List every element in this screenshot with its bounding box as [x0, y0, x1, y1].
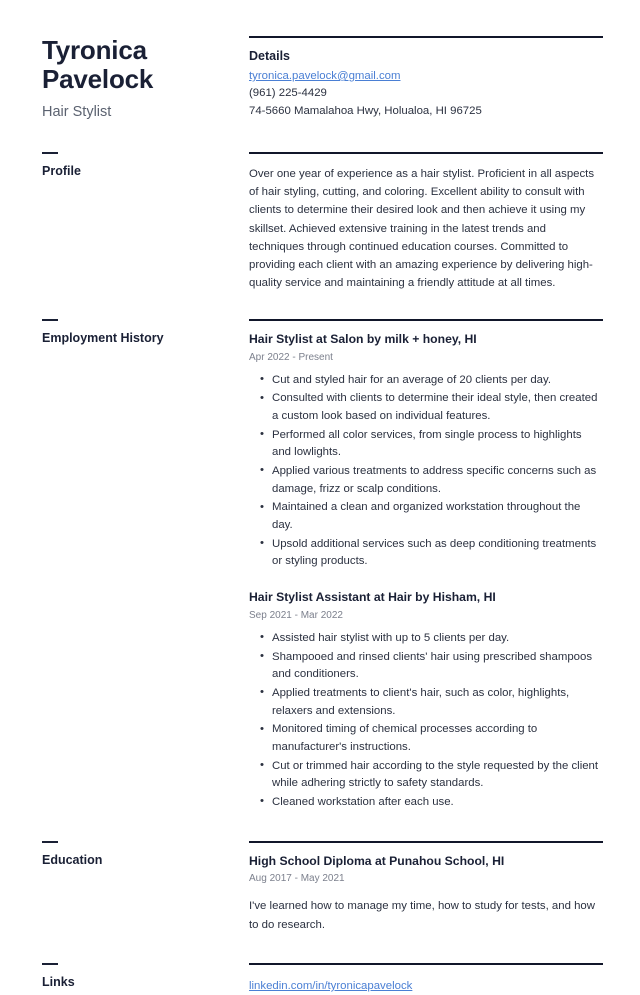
email-link[interactable]: tyronica.pavelock@gmail.com: [249, 70, 401, 82]
header-row: [42, 36, 603, 120]
entry-description: I've learned how to manage my time, how to study for tests, and how to do research.: [249, 900, 595, 931]
links-list: [249, 976, 603, 995]
dash-icon: [42, 963, 58, 965]
candidate-last-name: Pavelock: [42, 64, 154, 95]
employment-entry: [249, 590, 603, 812]
entry-title: Hair Stylist at Salon by milk + honey, HI: [249, 331, 477, 346]
list-item: • Upsold additional services such as deep conditioning treatments or styling products.: [272, 536, 603, 571]
candidate-name: [42, 36, 235, 95]
candidate-first-name: Tyronica: [42, 35, 147, 65]
entry-date: Aug 2017 - May 2021: [249, 873, 345, 885]
list-item: • Cut and styled hair for an average of 20 clients per day.: [272, 372, 603, 390]
section-rule-education: [249, 841, 603, 843]
employment-entry: [249, 332, 603, 571]
dash-icon: [42, 319, 58, 321]
dash-icon: [42, 152, 58, 154]
list-item: • Applied treatments to client's hair, such as color, highlights, relaxers and extensions.: [272, 685, 603, 720]
profile-row: [42, 152, 603, 293]
list-item: • Consulted with clients to determine their ideal style, then created a custom look based on individual features.: [272, 390, 603, 425]
links-section: [249, 963, 603, 995]
section-rule-employment: [249, 319, 603, 321]
profile-text: Over one year of experience as a hair stylist. Proficient in all aspects of hair styling, cutting, and coloring. Excellent ability to consult with clients to determine their desired look and then achieve it using my skillset. Achieved extensive training in the latest trends and techniques through continued education courses. Committed to providing each client with an amazing experience by delivering high-quality service and maintaining a friendly attitude at all times.: [249, 167, 595, 290]
education-section: [249, 841, 603, 934]
list-item: • Assisted hair stylist with up to 5 clients per day.: [272, 630, 603, 648]
details-section: [249, 36, 603, 120]
entry-bullets: [249, 630, 603, 812]
linkedin-link[interactable]: linkedin.com/in/tyronicapavelock: [249, 979, 413, 992]
section-rule-details: [249, 36, 603, 38]
address-text: 74-5660 Mamalahoa Hwy, Holualoa, HI 96725: [249, 104, 482, 117]
sidebar-item-label: Links: [42, 974, 75, 989]
entry-title: High School Diploma at Punahou School, HI: [249, 853, 505, 868]
employment-section: [249, 319, 603, 813]
sidebar-label-employment: [42, 319, 249, 346]
list-item: • Monitored timing of chemical processes according to manufacturer's instructions.: [272, 721, 603, 756]
employment-row: [42, 319, 603, 813]
sidebar-label-education: [42, 841, 249, 868]
entry-bullets: [249, 372, 603, 571]
details-heading: Details: [249, 49, 290, 63]
education-row: [42, 841, 603, 934]
list-item: • Performed all color services, from single process to highlights and lowlights.: [272, 427, 603, 462]
list-item: • Cut or trimmed hair according to the style requested by the client while adhering strictly to safety standards.: [272, 758, 603, 793]
section-rule-profile: [249, 152, 603, 154]
dash-icon: [42, 841, 58, 843]
phone-text: (961) 225-4429: [249, 87, 327, 100]
sidebar-label-profile: [42, 152, 249, 179]
header-identity: [42, 36, 249, 120]
entry-date: Apr 2022 - Present: [249, 351, 333, 363]
section-rule-links: [249, 963, 603, 965]
list-item: • Applied various treatments to address specific concerns such as damage, frizz or scalp conditions.: [272, 463, 603, 498]
sidebar-item-label: Profile: [42, 163, 81, 178]
details-list: [249, 66, 603, 120]
sidebar-label-links: [42, 963, 249, 990]
profile-section: [249, 152, 603, 293]
education-entry: [249, 854, 603, 934]
list-item: • Cleaned workstation after each use.: [272, 794, 603, 812]
list-item: • Maintained a clean and organized workstation throughout the day.: [272, 499, 603, 534]
links-row: [42, 963, 603, 995]
sidebar-item-label: Employment History: [42, 330, 164, 345]
list-item: • Shampooed and rinsed clients' hair using prescribed shampoos and conditioners.: [272, 649, 603, 684]
candidate-job-title: Hair Stylist: [42, 103, 112, 120]
sidebar-item-label: Education: [42, 852, 103, 867]
entry-date: Sep 2021 - Mar 2022: [249, 609, 343, 621]
entry-title: Hair Stylist Assistant at Hair by Hisham, HI: [249, 589, 496, 604]
